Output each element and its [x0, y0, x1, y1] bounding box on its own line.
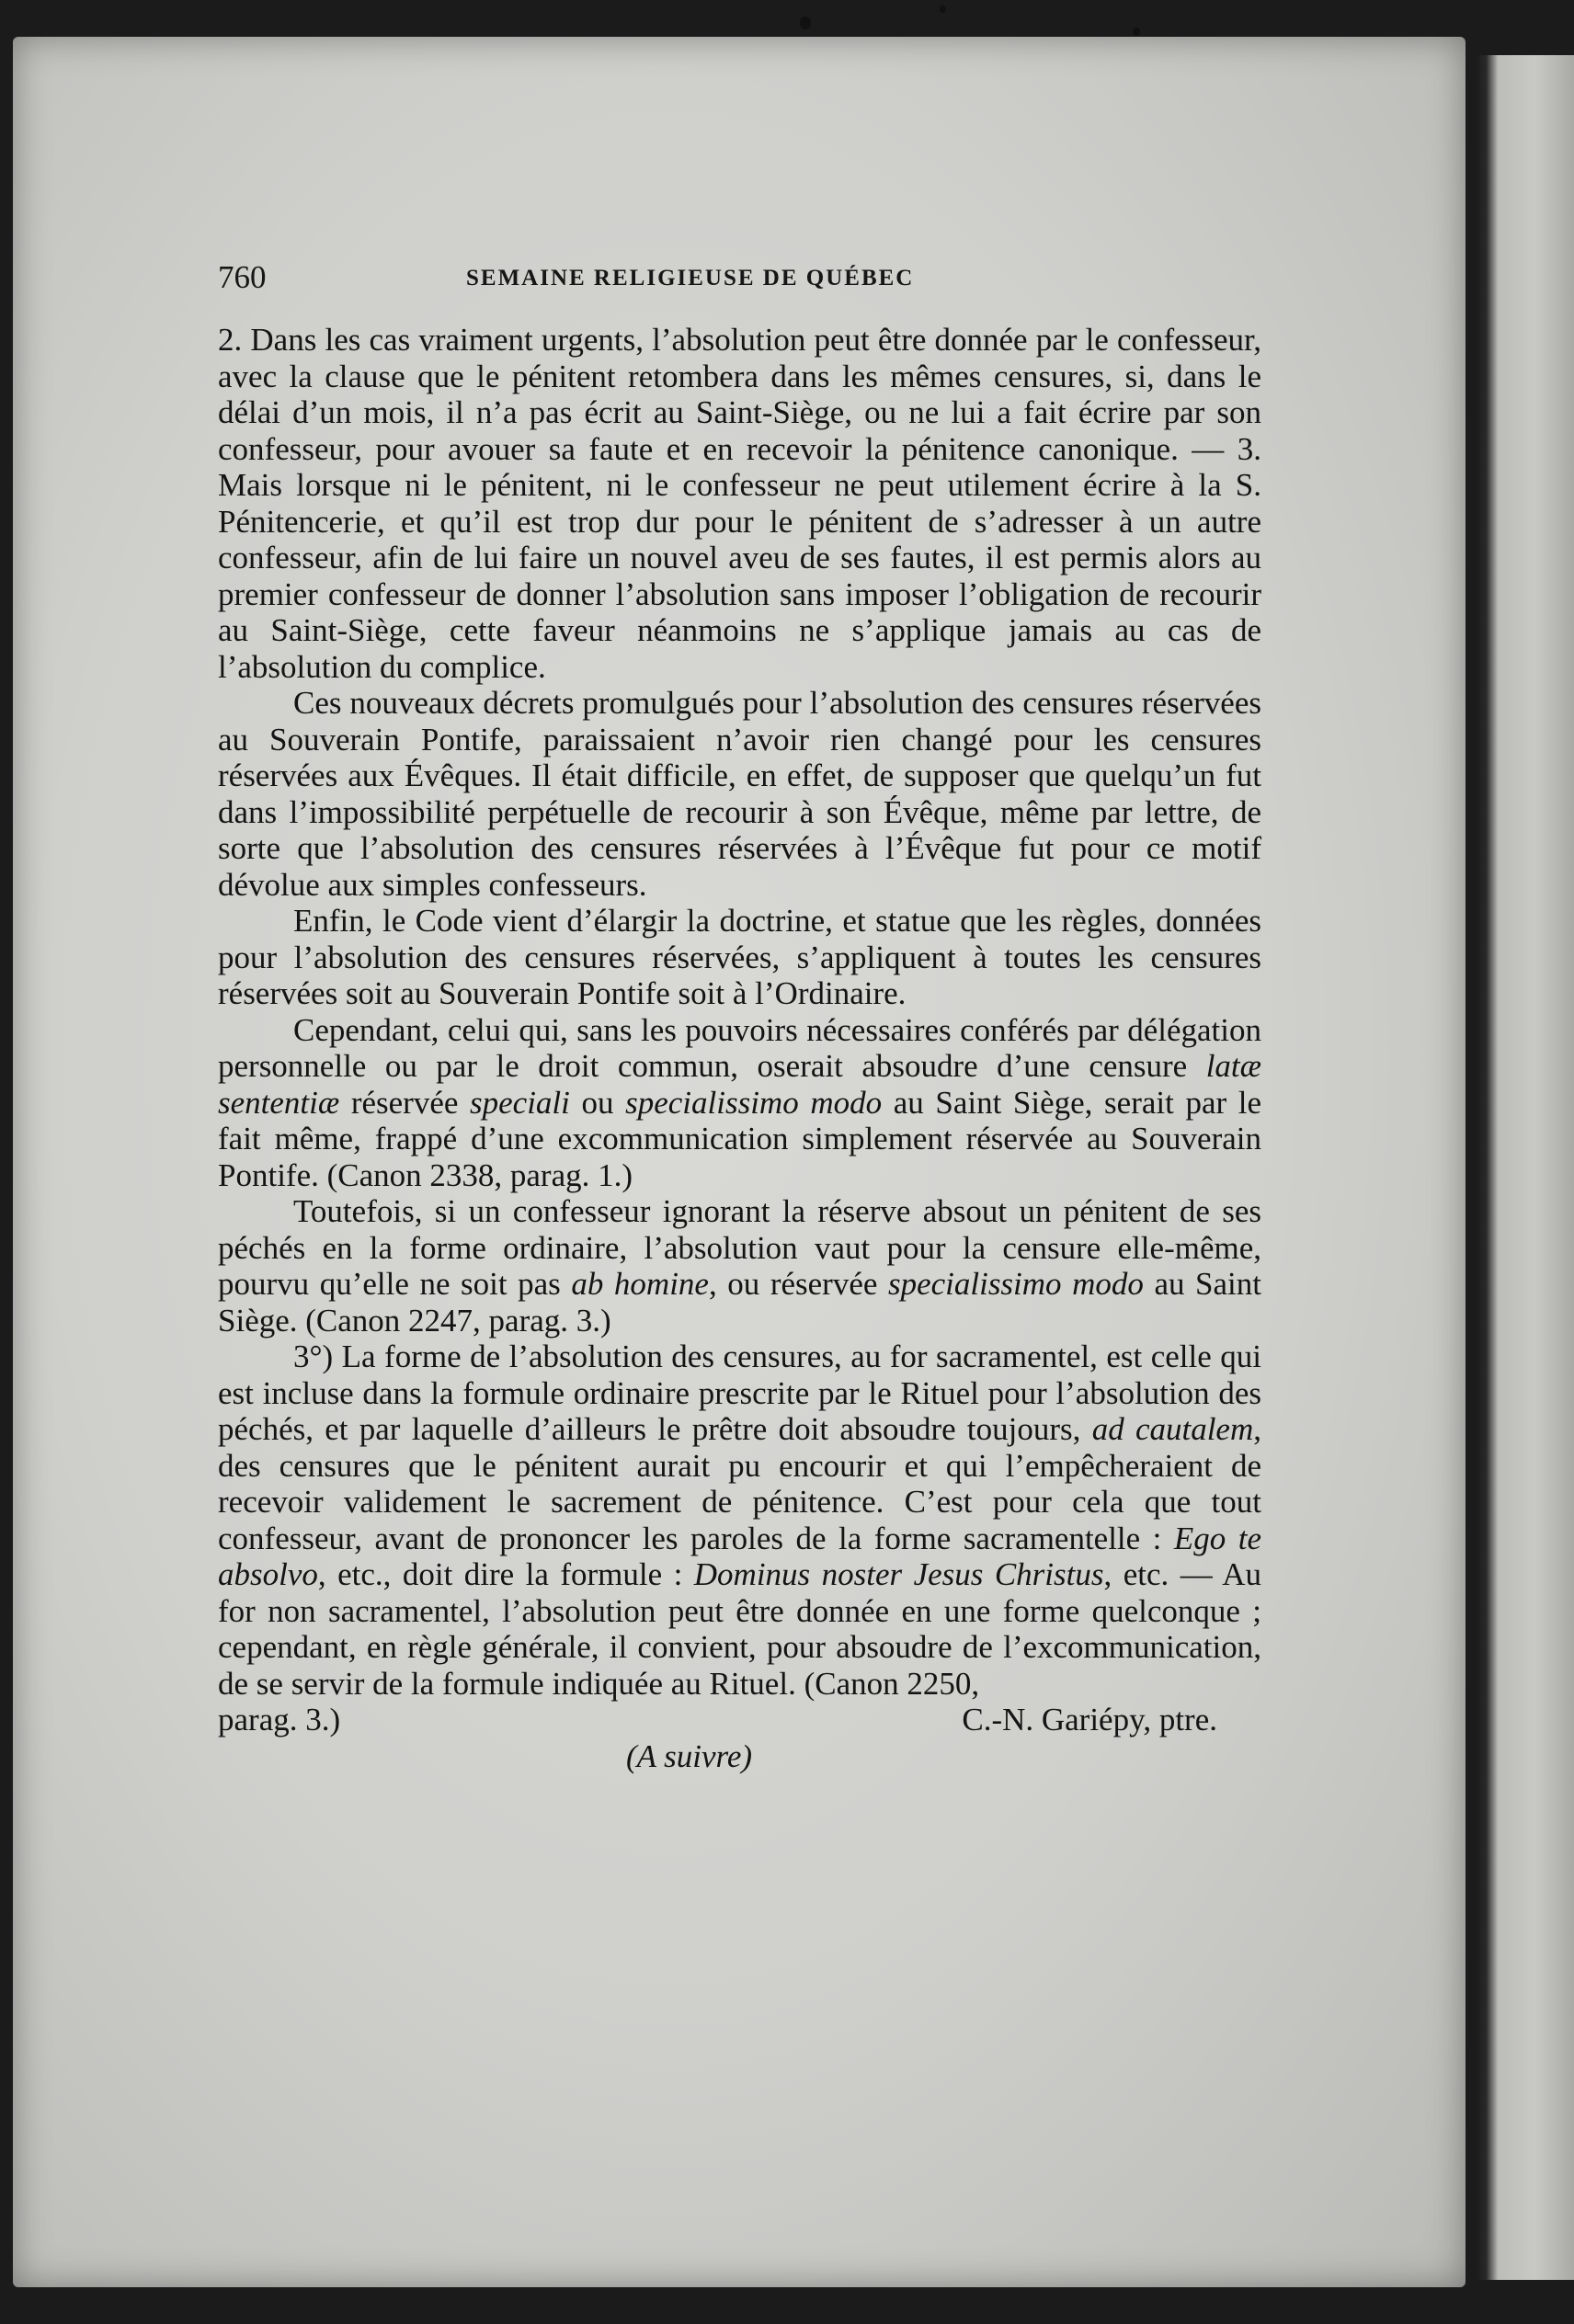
paragraph: [218, 1339, 1261, 1702]
author-signature: C.-N. Gariépy, ptre.: [962, 1702, 1217, 1737]
continued-note: (A suivre): [625, 1737, 753, 1774]
adjacent-page-edge: [1477, 55, 1574, 2280]
text-run: réservée: [339, 1084, 471, 1121]
running-title: SEMAINE RELIGIEUSE DE QUÉBEC: [466, 266, 915, 290]
paragraph: [218, 1012, 1261, 1194]
italic-term: Dominus noster Jesus Christus: [693, 1556, 1104, 1592]
paragraph: [218, 1193, 1261, 1339]
italic-term: Ego te absolvo: [218, 1520, 1261, 1592]
paragraph: Ces nouveaux décrets promulgués pour l’absolution des censures réservées au Souverain Pontife, paraissaient n’avoir rien changé pour les censures réservées aux Évêques. Il était difficile, en effet, de supposer que quelqu’un fut dans l’impossibilité perpétuelle de recourir à son Évêque, même par lettre, de sorte que l’absolution des censures réservées à l’Évêque fut pour ce motif dévolue aux simples confesseurs.: [218, 685, 1261, 903]
text-run: , etc., doit dire la formule :: [317, 1556, 694, 1592]
text-run: Cependant, celui qui, sans les pouvoirs nécessaires conférés par délégation personnelle ou par le droit commun, oserait absoudre d’une censure: [218, 1011, 1261, 1084]
page-number: 760: [218, 259, 267, 295]
text-run: , etc. — Au for non sacramentel, l’absolution peut être donnée en une forme quelconque ; cependant, en règle générale, il convient, pour absoudre de l’excommunication, de se servir de la formule indiquée au Rituel. (Canon 2250,: [218, 1556, 1262, 1702]
closing-line: [218, 1702, 1261, 1738]
paragraph: 2. Dans les cas vraiment urgents, l’absolution peut être donnée par le confesseur, avec la clause que le pénitent retombera dans les mêmes censures, si, dans le délai d’un mois, il n’a pas écrit au Saint-Siège, ou ne lui a fait écrire par son confesseur, pour avouer sa faute et en recevoir la pénitence canonique. — 3. Mais lorsque ni le pénitent, ni le confesseur ne peut utilement écrire à la S. Pénitencerie, et qu’il est trop dur pour le pénitent de s’adresser à un autre confesseur, afin de lui faire un nouvel aveu de ses fautes, il est permis alors au premier confesseur de donner l’absolution sans imposer l’obligation de recourir au Saint-Siège, cette faveur néanmoins ne s’applique jamais au cas de l’absolution du complice.: [218, 322, 1261, 685]
page-header: [218, 259, 1261, 296]
italic-term: ab homine: [571, 1266, 709, 1302]
text-run: au Saint Siège. (Canon 2247, parag. 3.): [218, 1266, 1261, 1339]
italic-term: ad cautalem: [1091, 1411, 1254, 1447]
article-body: [218, 322, 1261, 1774]
canon-reference: parag. 3.): [218, 1702, 341, 1737]
italic-term: latæ sententiæ: [218, 1048, 1261, 1121]
text-run: ou: [569, 1084, 626, 1121]
text-run: au Saint Siège, serait par le fait même, frappé d’une excommunication simplement réservée au Souverain Pontife. (Canon 2338, parag. 1.): [218, 1084, 1261, 1193]
text-run: , des censures que le pénitent aurait pu encourir et qui l’empêcheraient de recevoir validement le sacrement de pénitence. C’est pour cela que tout confesseur, avant de prononcer les paroles de la forme sacramentelle :: [218, 1411, 1261, 1556]
italic-term: speciali: [470, 1084, 570, 1121]
text-run: , ou réservée: [708, 1266, 888, 1302]
italic-term: specialissimo modo: [625, 1084, 883, 1121]
text-run: 3°) La forme de l’absolution des censures, au for sacramentel, est celle qui est incluse dans la formule ordinaire prescrite par le Rituel pour l’absolution des péchés, et par laquelle d’ailleurs le prêtre doit absoudre toujours,: [218, 1339, 1261, 1447]
scan-speck: [940, 6, 946, 13]
italic-term: specialissimo modo: [887, 1266, 1144, 1302]
paragraph: Enfin, le Code vient d’élargir la doctrine, et statue que les règles, données pour l’absolution des censures réservées, s’appliquent à toutes les censures réservées soit au Souverain Pontife soit à l’Ordinaire.: [218, 903, 1261, 1011]
text-run: Toutefois, si un confesseur ignorant la réserve absout un pénitent de ses péchés en la forme ordinaire, l’absolution vaut pour la censure elle-même, pourvu qu’elle ne soit pas: [218, 1193, 1261, 1302]
scan-speck: [1133, 28, 1140, 36]
scan-speck: [800, 17, 811, 29]
